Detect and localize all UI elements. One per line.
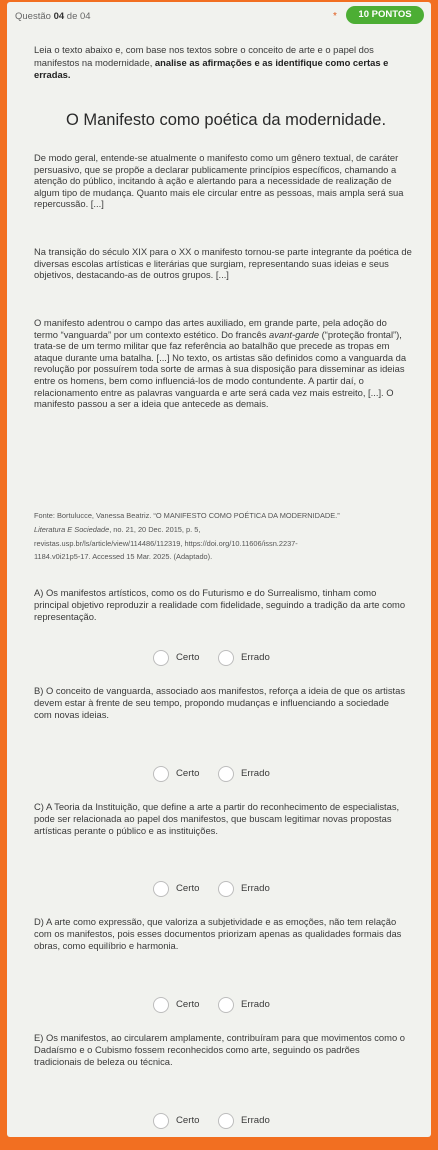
question-counter [15,11,91,22]
article-paragraph-2: Na transição do século XIX para o XX o manifesto tornou-se parte integrante da poética de diversas escolas artísticas e literárias que surgiam, representando suas ideias e seus objetivos, destacando-as de outros grupos. [...] [34,246,412,281]
source-line-1: Fonte: Bortulucce, Vanessa Beatriz. “O MANIFESTO COMO POÉTICA DA MODERNIDADE.” [34,511,340,520]
statement-a-certo-radio[interactable] [153,650,169,666]
statement-b-options [7,766,431,784]
question-prompt [34,44,404,82]
statement-b-certo-radio[interactable] [153,766,169,782]
statement-b-errado-radio[interactable] [218,766,234,782]
statement-d-certo-label[interactable]: Certo [176,999,200,1010]
statement-e-certo-radio[interactable] [153,1113,169,1129]
statement-d-errado-label[interactable]: Errado [241,999,270,1010]
statement-c-errado-radio[interactable] [218,881,234,897]
statement-b: B) O conceito de vanguarda, associado aos manifestos, reforça a ideia de que os artistas devem estar à frente de seu tempo, propondo mudanças e influenciando a sociedade com novas ideias. [34,685,406,720]
statement-d-certo-radio[interactable] [153,997,169,1013]
statement-e: E) Os manifestos, ao circularem amplamente, contribuíram para que movimentos como o Dadaísmo e o Cubismo fossem reconhecidos como arte, seguindo os padrões tradicionais de beleza ou técnica. [34,1032,405,1067]
statement-c-certo-label[interactable]: Certo [176,883,200,894]
statement-c-errado-label[interactable]: Errado [241,883,270,894]
question-header [7,2,431,26]
article-paragraph-1: De modo geral, entende-se atualmente o manifesto como um gênero textual, de caráter persuasivo, que se propõe a declarar publicamente princípios específicos, chamando a atenção do público, incitando à ação e alertando para a necessidade de realização de algum tipo de mudança. Quanto mais ele circular entre as pessoas, mais ampla será sua repercussão. [...] [34,152,404,210]
paragraph-3-italic-term: avant-garde [269,328,320,340]
statement-c-options [7,881,431,899]
source-line-4: 1184.v0i21p5-17. Accessed 15 Mar. 2025. (Adaptado). [34,552,213,562]
statement-d-errado-radio[interactable] [218,997,234,1013]
statement-e-errado-label[interactable]: Errado [241,1115,270,1126]
paragraph-3-start: O manifesto adentrou o campo das artes auxiliado, em grande parte, pela adoção do termo “vanguarda” por um contexto estético. Do francês [34,317,387,340]
required-mark: * [333,11,337,22]
statement-a-certo-label[interactable]: Certo [176,652,200,663]
statement-c: C) A Teoria da Instituição, que define a arte a partir do reconhecimento de especialistas, pode ser relacionada ao papel dos manifestos, que buscam legitimar novas propostas artísticas perante o público e as instituições. [34,801,400,836]
statement-c-certo-radio[interactable] [153,881,169,897]
question-number: 04 [53,11,65,22]
question-total: de 04 [66,11,91,22]
statement-d: D) A arte como expressão, que valoriza a subjetividade e as emoções, não tem relação com os manifestos, pois esses documentos priorizam apenas as qualidades formais das obras, como equilíbrio e harmonia. [34,916,402,951]
source-journal: Literatura E Sociedade [34,524,110,534]
question-card [7,2,431,1137]
source-line-2 [34,523,410,537]
prompt-instruction: analise as afirmações e as identifique como certas e erradas. [34,56,389,81]
statement-b-errado-label[interactable]: Errado [241,768,270,779]
question-prefix: Questão [15,11,51,22]
source-line-3: revistas.usp.br/ls/article/view/114486/112319, https://doi.org/10.11606/issn.2237- [34,538,298,548]
prompt-text: Leia o texto abaixo e, com base nos textos sobre o conceito de arte e o papel dos manifestos na modernidade, [34,44,374,68]
article-paragraph-3 [34,317,412,410]
paragraph-3-end: (“proteção frontal”), trata-se de um termo militar que faz referência ao batalhão que precede as tropas em ataque durante uma batalha. [...] No texto, os artistas são definidos como a vanguarda da revolução por possuírem toda sorte de armas à sua disposição para disseminar as ideias entre os homens, bem como influenciá-los de modo contundente. A partir daí, o relacionamento entre as palavras vanguarda e arte será cada vez mais estreito, [...]. O manifesto passou a ser a ideia que antecede as demais. [34,328,407,410]
source-line-2-rest: , no. 21, 20 Dec. 2015, p. 5, [109,524,201,534]
statement-d-options [7,997,431,1015]
statement-a: A) Os manifestos artísticos, como os do Futurismo e do Surrealismo, tinham como principal objetivo reproduzir a realidade com fidelidade, seguindo a tradição da arte como representação. [34,587,406,622]
statement-e-errado-radio[interactable] [218,1113,234,1129]
statement-b-certo-label[interactable]: Certo [176,768,200,779]
statement-a-options [7,650,431,668]
statement-e-certo-label[interactable]: Certo [176,1115,200,1126]
statement-a-errado-radio[interactable] [218,650,234,666]
statement-a-errado-label[interactable]: Errado [241,652,270,663]
source-citation [34,509,410,564]
points-badge: 10 PONTOS [346,6,424,24]
article-title: O Manifesto como poética da modernidade. [65,111,387,129]
statement-e-options [7,1113,431,1131]
